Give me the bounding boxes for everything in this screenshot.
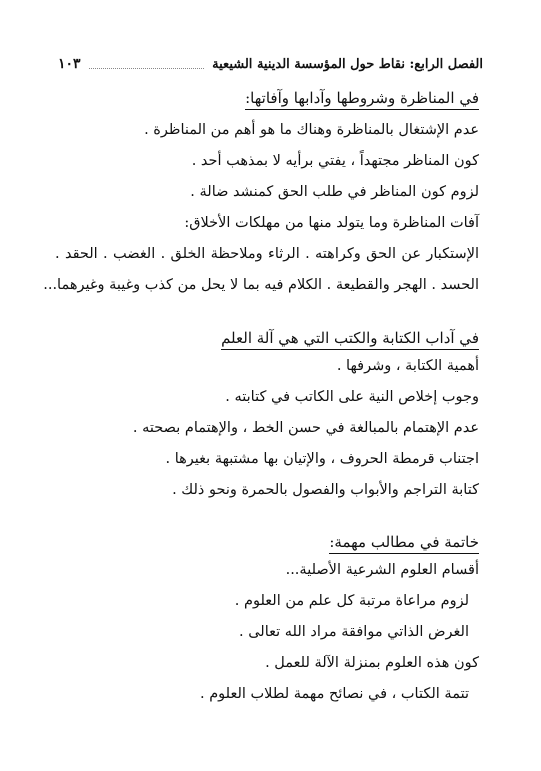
page-number: ١٠٣ — [58, 56, 81, 72]
section-conclusion — [55, 532, 479, 710]
chapter-title: الفصل الرابع: نقاط حول المؤسسة الدينية الشيعية — [212, 56, 483, 72]
body-line: عدم الإهتمام بالمبالغة في حسن الخط ، والإهتمام بصحته . — [132, 420, 479, 436]
section-heading-debate: في المناظرة وشروطها وآدابها وآفاتها: — [245, 88, 479, 110]
body-line: لزوم مراعاة مرتبة كل علم من العلوم . — [234, 593, 469, 609]
body-line: الغرض الذاتي موافقة مراد الله تعالى . — [239, 624, 469, 640]
running-header — [58, 53, 483, 75]
body-line: أقسام العلوم الشرعية الأصلية... — [285, 562, 479, 578]
body-line: الحسد . الهجر والقطيعة . الكلام فيه بما لا يحل من كذب وغيبة وغيرهما... — [43, 277, 479, 293]
body-line: الإستكبار عن الحق وكراهته . الرثاء وملاحظة الخلق . الغضب . الحقد . — [55, 246, 479, 262]
section-heading-writing: في آداب الكتابة والكتب التي هي آلة العلم — [221, 328, 479, 350]
section-heading-conclusion: خاتمة في مطالب مهمة: — [329, 532, 479, 554]
body-line: كتابة التراجم والأبواب والفصول بالحمرة ونحو ذلك . — [172, 482, 479, 498]
body-line: وجوب إخلاص النية على الكاتب في كتابته . — [225, 389, 479, 405]
body-line: كون هذه العلوم بمنزلة الآلة للعمل . — [265, 655, 479, 671]
body-line: أهمية الكتابة ، وشرفها . — [336, 358, 479, 374]
body-line: تتمة الكتاب ، في نصائح مهمة لطلاب العلوم . — [199, 686, 469, 702]
header-dotted-leader — [89, 67, 205, 69]
section-writing — [55, 328, 479, 506]
body-line: آفات المناظرة وما يتولد منها من مهلكات الأخلاق: — [184, 215, 479, 231]
body-line: كون المناظر مجتهداً ، يفتي برأيه لا بمذهب أحد . — [191, 153, 479, 169]
body-line: لزوم كون المناظر في طلب الحق كمنشد ضالة . — [190, 184, 479, 200]
body-line: اجتناب قرمطة الحروف ، والإتيان بها مشتبهة بغيرها . — [165, 451, 479, 467]
section-debate — [43, 88, 479, 301]
body-line: عدم الإشتغال بالمناظرة وهناك ما هو أهم من المناظرة . — [144, 122, 479, 138]
